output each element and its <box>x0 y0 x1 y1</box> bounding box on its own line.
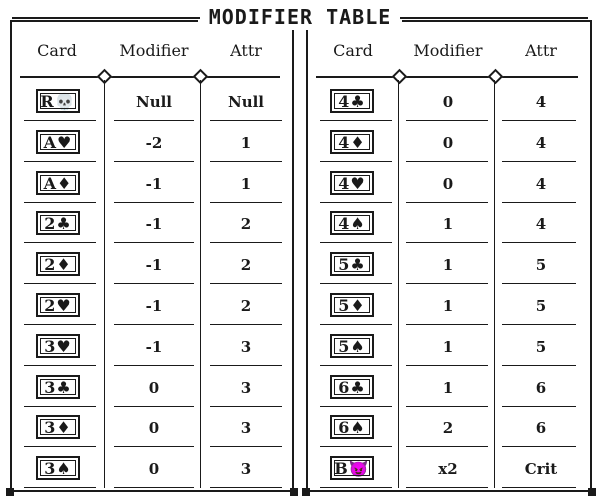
row-rule <box>320 324 392 325</box>
playing-card-badge: 2♦ <box>36 252 80 276</box>
row-rule <box>320 487 392 488</box>
row-rule <box>114 365 194 366</box>
modifier-value: 0 <box>442 133 454 152</box>
row-rule <box>114 283 194 284</box>
attr-value: Null <box>227 93 264 111</box>
modifier-value: 0 <box>442 93 454 111</box>
playing-card-badge: 2♣ <box>36 211 80 235</box>
table-row <box>308 123 586 163</box>
table-row <box>308 449 586 489</box>
modifier-value: 1 <box>442 215 454 234</box>
title-rule-left <box>12 17 200 19</box>
page-title: MODIFIER TABLE <box>198 4 402 30</box>
header-modifier: Modifier <box>119 41 189 60</box>
title-rule-right <box>400 17 588 19</box>
table-row <box>12 204 288 244</box>
row-rule <box>210 161 282 162</box>
row-rule <box>502 324 576 325</box>
attr-value: 6 <box>535 378 547 397</box>
attr-value: Crit <box>524 460 558 479</box>
modifier-value: 0 <box>148 419 160 438</box>
row-rule <box>502 202 576 203</box>
row-rule <box>210 242 282 243</box>
modifier-value: Null <box>135 93 172 111</box>
row-rule <box>24 242 96 243</box>
row-rule <box>406 446 488 447</box>
row-rule <box>24 365 96 366</box>
row-rule <box>114 202 194 203</box>
header-modifier: Modifier <box>413 41 483 60</box>
row-rule <box>502 161 576 162</box>
playing-card-badge: R💀 <box>36 89 80 113</box>
modifier-value: -2 <box>145 133 163 152</box>
header-attr: Attr <box>230 41 262 60</box>
playing-card-badge: 5♣ <box>330 252 374 276</box>
row-rule <box>210 120 282 121</box>
row-rule <box>320 161 392 162</box>
row-rule <box>114 161 194 162</box>
modifier-value: -1 <box>145 256 163 275</box>
playing-card-badge: 3♠ <box>36 456 80 480</box>
row-rule <box>114 324 194 325</box>
row-rule <box>210 365 282 366</box>
row-rule <box>114 446 194 447</box>
row-rule <box>210 406 282 407</box>
row-rule <box>502 487 576 488</box>
row-rule <box>406 487 488 488</box>
attr-value: 4 <box>535 93 547 111</box>
row-rule <box>502 446 576 447</box>
row-rule <box>114 120 194 121</box>
playing-card-badge: 4♠ <box>330 211 374 235</box>
row-rule <box>24 406 96 407</box>
row-rule <box>320 406 392 407</box>
row-rule <box>502 283 576 284</box>
playing-card-badge: 4♥ <box>330 171 374 195</box>
attr-value: 3 <box>240 460 252 479</box>
attr-value: 3 <box>240 378 252 397</box>
playing-card-badge: 6♠ <box>330 415 374 439</box>
playing-card-badge: 5♠ <box>330 334 374 358</box>
right-frame-top-rule <box>402 20 590 22</box>
row-rule <box>24 487 96 488</box>
modifier-value: 1 <box>442 297 454 315</box>
row-rule <box>406 406 488 407</box>
attr-value: 5 <box>535 256 547 275</box>
table-row <box>12 408 288 448</box>
attr-value: 2 <box>240 297 252 315</box>
header-rule <box>20 76 280 78</box>
modifier-value: 2 <box>442 419 454 438</box>
row-rule <box>114 242 194 243</box>
modifier-value: 1 <box>442 378 454 397</box>
modifier-value: -1 <box>145 337 163 356</box>
playing-card-badge: 2♥ <box>36 293 80 317</box>
modifier-value: 0 <box>442 174 454 193</box>
modifier-value: x2 <box>438 460 458 479</box>
table-row <box>12 164 288 204</box>
attr-value: 3 <box>240 419 252 438</box>
row-rule <box>502 406 576 407</box>
row-rule <box>406 242 488 243</box>
attr-value: 4 <box>535 215 547 234</box>
row-rule <box>24 161 96 162</box>
row-rule <box>406 120 488 121</box>
row-rule <box>24 120 96 121</box>
header-card: Card <box>37 41 77 60</box>
row-rule <box>502 120 576 121</box>
table-row <box>12 327 288 367</box>
row-rule <box>210 446 282 447</box>
attr-value: 6 <box>535 419 547 438</box>
modifier-value: 0 <box>148 460 160 479</box>
row-rule <box>320 202 392 203</box>
row-rule <box>320 365 392 366</box>
row-rule <box>210 202 282 203</box>
table-row <box>308 204 586 244</box>
modifier-value: 0 <box>148 378 160 397</box>
playing-card-badge: 5♦ <box>330 293 374 317</box>
row-rule <box>24 324 96 325</box>
attr-value: 5 <box>535 297 547 315</box>
row-rule <box>320 120 392 121</box>
row-rule <box>210 487 282 488</box>
table-row <box>308 286 586 326</box>
table-row <box>12 449 288 489</box>
row-rule <box>320 242 392 243</box>
playing-card-badge: A♦ <box>36 171 80 195</box>
header-attr: Attr <box>525 41 557 60</box>
playing-card-badge: 6♣ <box>330 375 374 399</box>
playing-card-badge: A♥ <box>36 130 80 154</box>
table-row <box>308 368 586 408</box>
table-row <box>12 368 288 408</box>
attr-value: 1 <box>240 133 252 152</box>
playing-card-badge: 3♦ <box>36 415 80 439</box>
attr-value: 1 <box>240 174 252 193</box>
playing-card-badge: 3♥ <box>36 334 80 358</box>
table-row <box>308 408 586 448</box>
attr-value: 4 <box>535 174 547 193</box>
attr-value: 2 <box>240 256 252 275</box>
modifier-value: -1 <box>145 215 163 234</box>
row-rule <box>24 446 96 447</box>
attr-value: 3 <box>240 337 252 356</box>
row-rule <box>24 283 96 284</box>
row-rule <box>210 283 282 284</box>
table-row <box>308 327 586 367</box>
table-row <box>12 82 288 122</box>
row-rule <box>24 202 96 203</box>
modifier-value: 1 <box>442 337 454 356</box>
modifier-value: -1 <box>145 297 163 315</box>
table-row <box>12 286 288 326</box>
table-row <box>12 245 288 285</box>
row-rule <box>320 283 392 284</box>
playing-card-badge: B😈 <box>330 456 374 480</box>
attr-value: 4 <box>535 133 547 152</box>
row-rule <box>406 283 488 284</box>
table-row <box>308 82 586 122</box>
playing-card-badge: 4♣ <box>330 89 374 113</box>
row-rule <box>320 446 392 447</box>
header-card: Card <box>333 41 373 60</box>
table-row <box>308 245 586 285</box>
playing-card-badge: 4♦ <box>330 130 374 154</box>
row-rule <box>406 324 488 325</box>
playing-card-badge: 3♣ <box>36 375 80 399</box>
table-row <box>308 164 586 204</box>
row-rule <box>502 242 576 243</box>
header-rule <box>316 76 578 78</box>
left-frame-top-rule <box>12 20 200 22</box>
attr-value: 5 <box>535 337 547 356</box>
row-rule <box>114 406 194 407</box>
row-rule <box>210 324 282 325</box>
row-rule <box>502 365 576 366</box>
row-rule <box>406 365 488 366</box>
attr-value: 2 <box>240 215 252 234</box>
row-rule <box>114 487 194 488</box>
modifier-value: -1 <box>145 174 163 193</box>
row-rule <box>406 202 488 203</box>
modifier-value: 1 <box>442 256 454 275</box>
row-rule <box>406 161 488 162</box>
table-row <box>12 123 288 163</box>
